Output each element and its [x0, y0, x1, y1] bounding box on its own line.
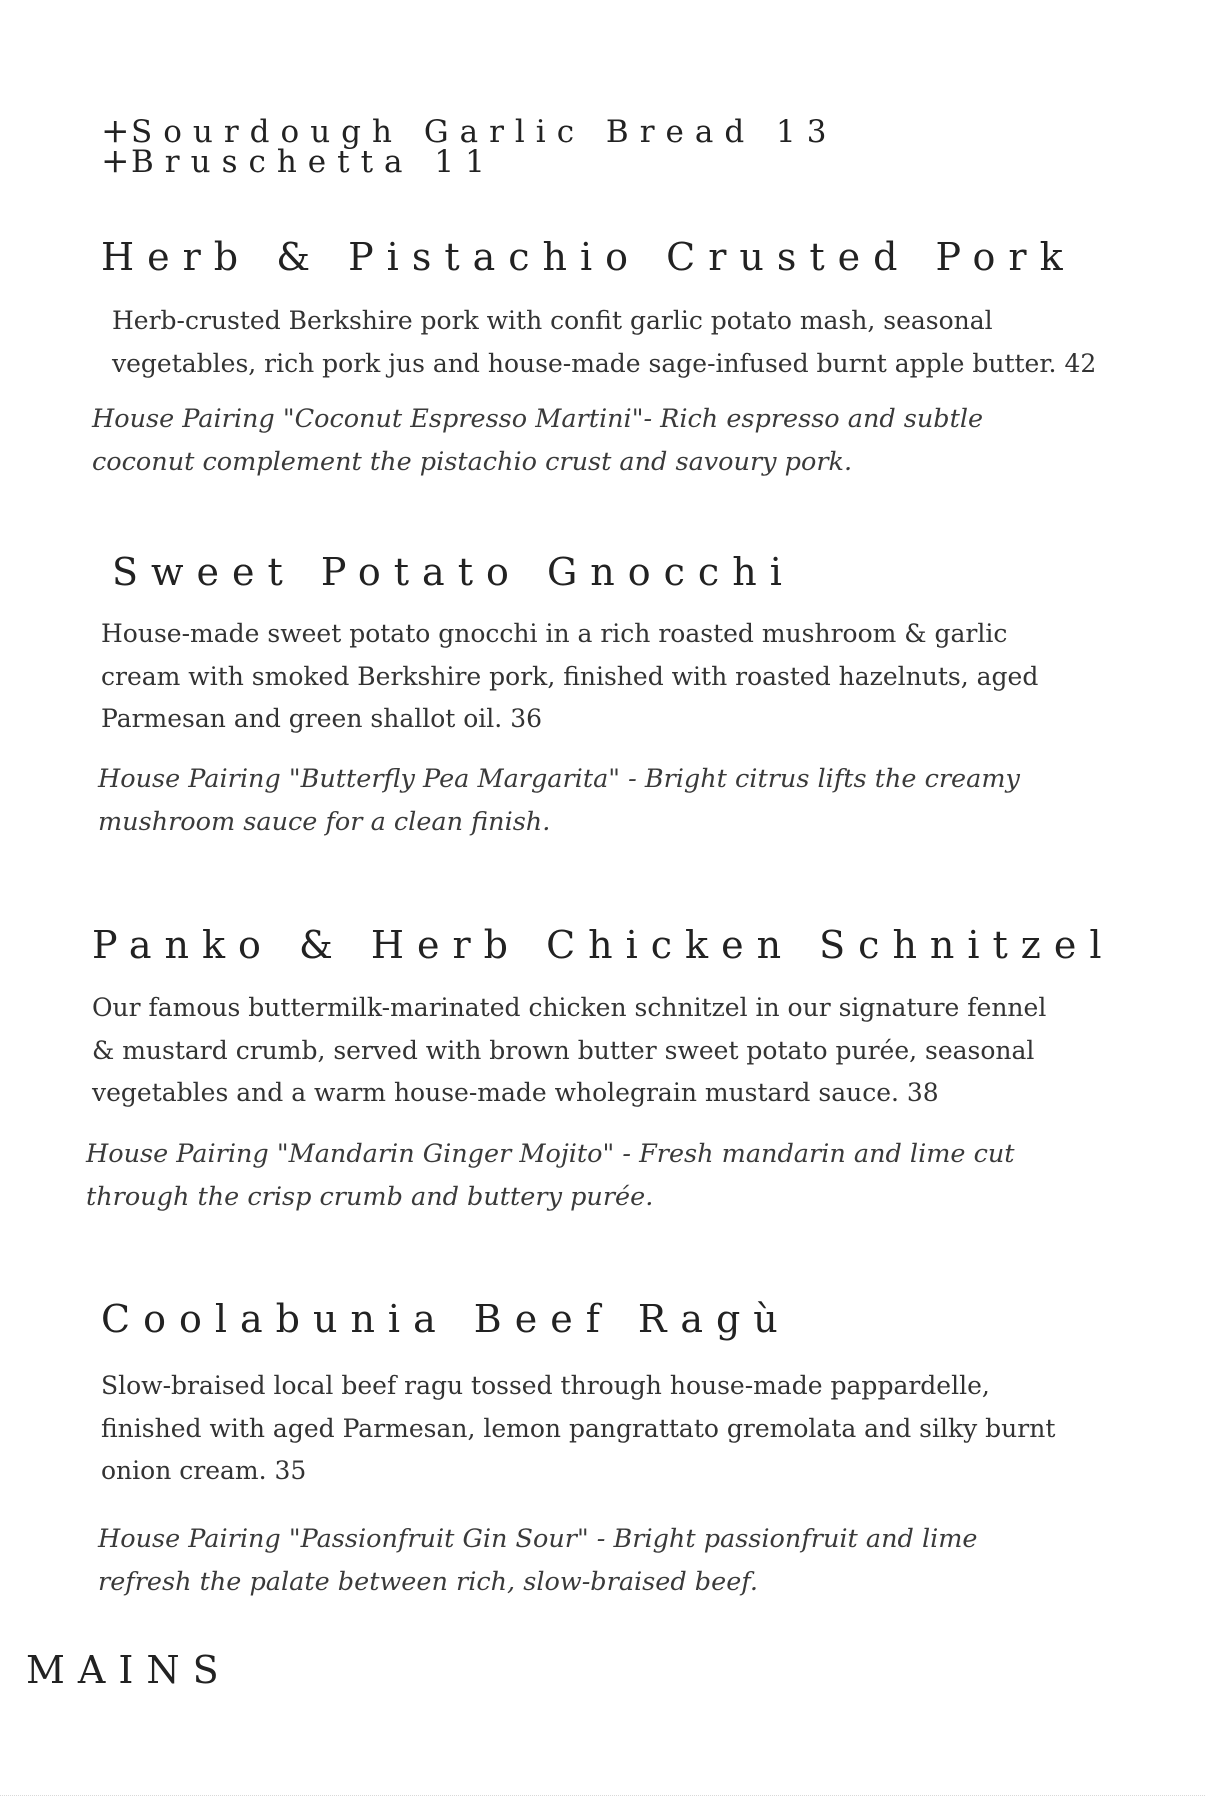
- house-pairing: House Pairing "Butterfly Pea Margarita" - Bright citrus lifts the creamy mushroom sauce for a clean finish.: [98, 764, 1020, 837]
- dish-description: House-made sweet potato gnocchi in a rich roasted mushroom & garlic cream with smoked Berkshire pork, finished with roasted hazelnuts, aged Parmesan and green shallot oil. 36: [101, 619, 1039, 733]
- side-item-sourdough: [101, 111, 838, 151]
- house-pairing: House Pairing "Passionfruit Gin Sour" - Bright passionfruit and lime refresh the palate between rich, slow-braised beef.: [98, 1524, 978, 1597]
- house-pairing: House Pairing "Coconut Espresso Martini"- Rich espresso and subtle coconut complement the pistachio crust and savoury pork.: [92, 404, 984, 477]
- bottom-divider: [0, 1795, 1205, 1796]
- dish-title: Panko & Herb Chicken Schnitzel: [92, 923, 1115, 967]
- dish-description: Our famous buttermilk-marinated chicken schnitzel in our signature fennel & mustard crumb, served with brown butter sweet potato purée, seasonal vegetables and a warm house-made wholegrain mustard sauce. 38: [92, 993, 1047, 1107]
- dish-description: Slow-braised local beef ragu tossed through house-made pappardelle, finished with aged Parmesan, lemon pangrattato gremolata and silky burnt onion cream. 35: [101, 1371, 1056, 1485]
- side-item-label: Sourdough Garlic Bread 13: [131, 114, 838, 150]
- dish-title: Herb & Pistachio Crusted Pork: [101, 235, 1076, 279]
- dish-title: Sweet Potato Gnocchi: [112, 550, 795, 594]
- plus-icon: +: [101, 141, 130, 181]
- section-heading: MAINS: [26, 1648, 232, 1692]
- house-pairing: House Pairing "Mandarin Ginger Mojito" - Fresh mandarin and lime cut through the crisp crumb and buttery purée.: [86, 1139, 1015, 1212]
- side-item-label: Bruschetta 11: [131, 144, 496, 180]
- side-item-bruschetta: [101, 141, 496, 181]
- dish-title: Coolabunia Beef Ragù: [101, 1297, 791, 1341]
- dish-description: Herb-crusted Berkshire pork with confit garlic potato mash, seasonal vegetables, rich pork jus and house-made sage-infused burnt apple butter. 42: [112, 306, 1097, 378]
- plus-icon: +: [101, 111, 130, 151]
